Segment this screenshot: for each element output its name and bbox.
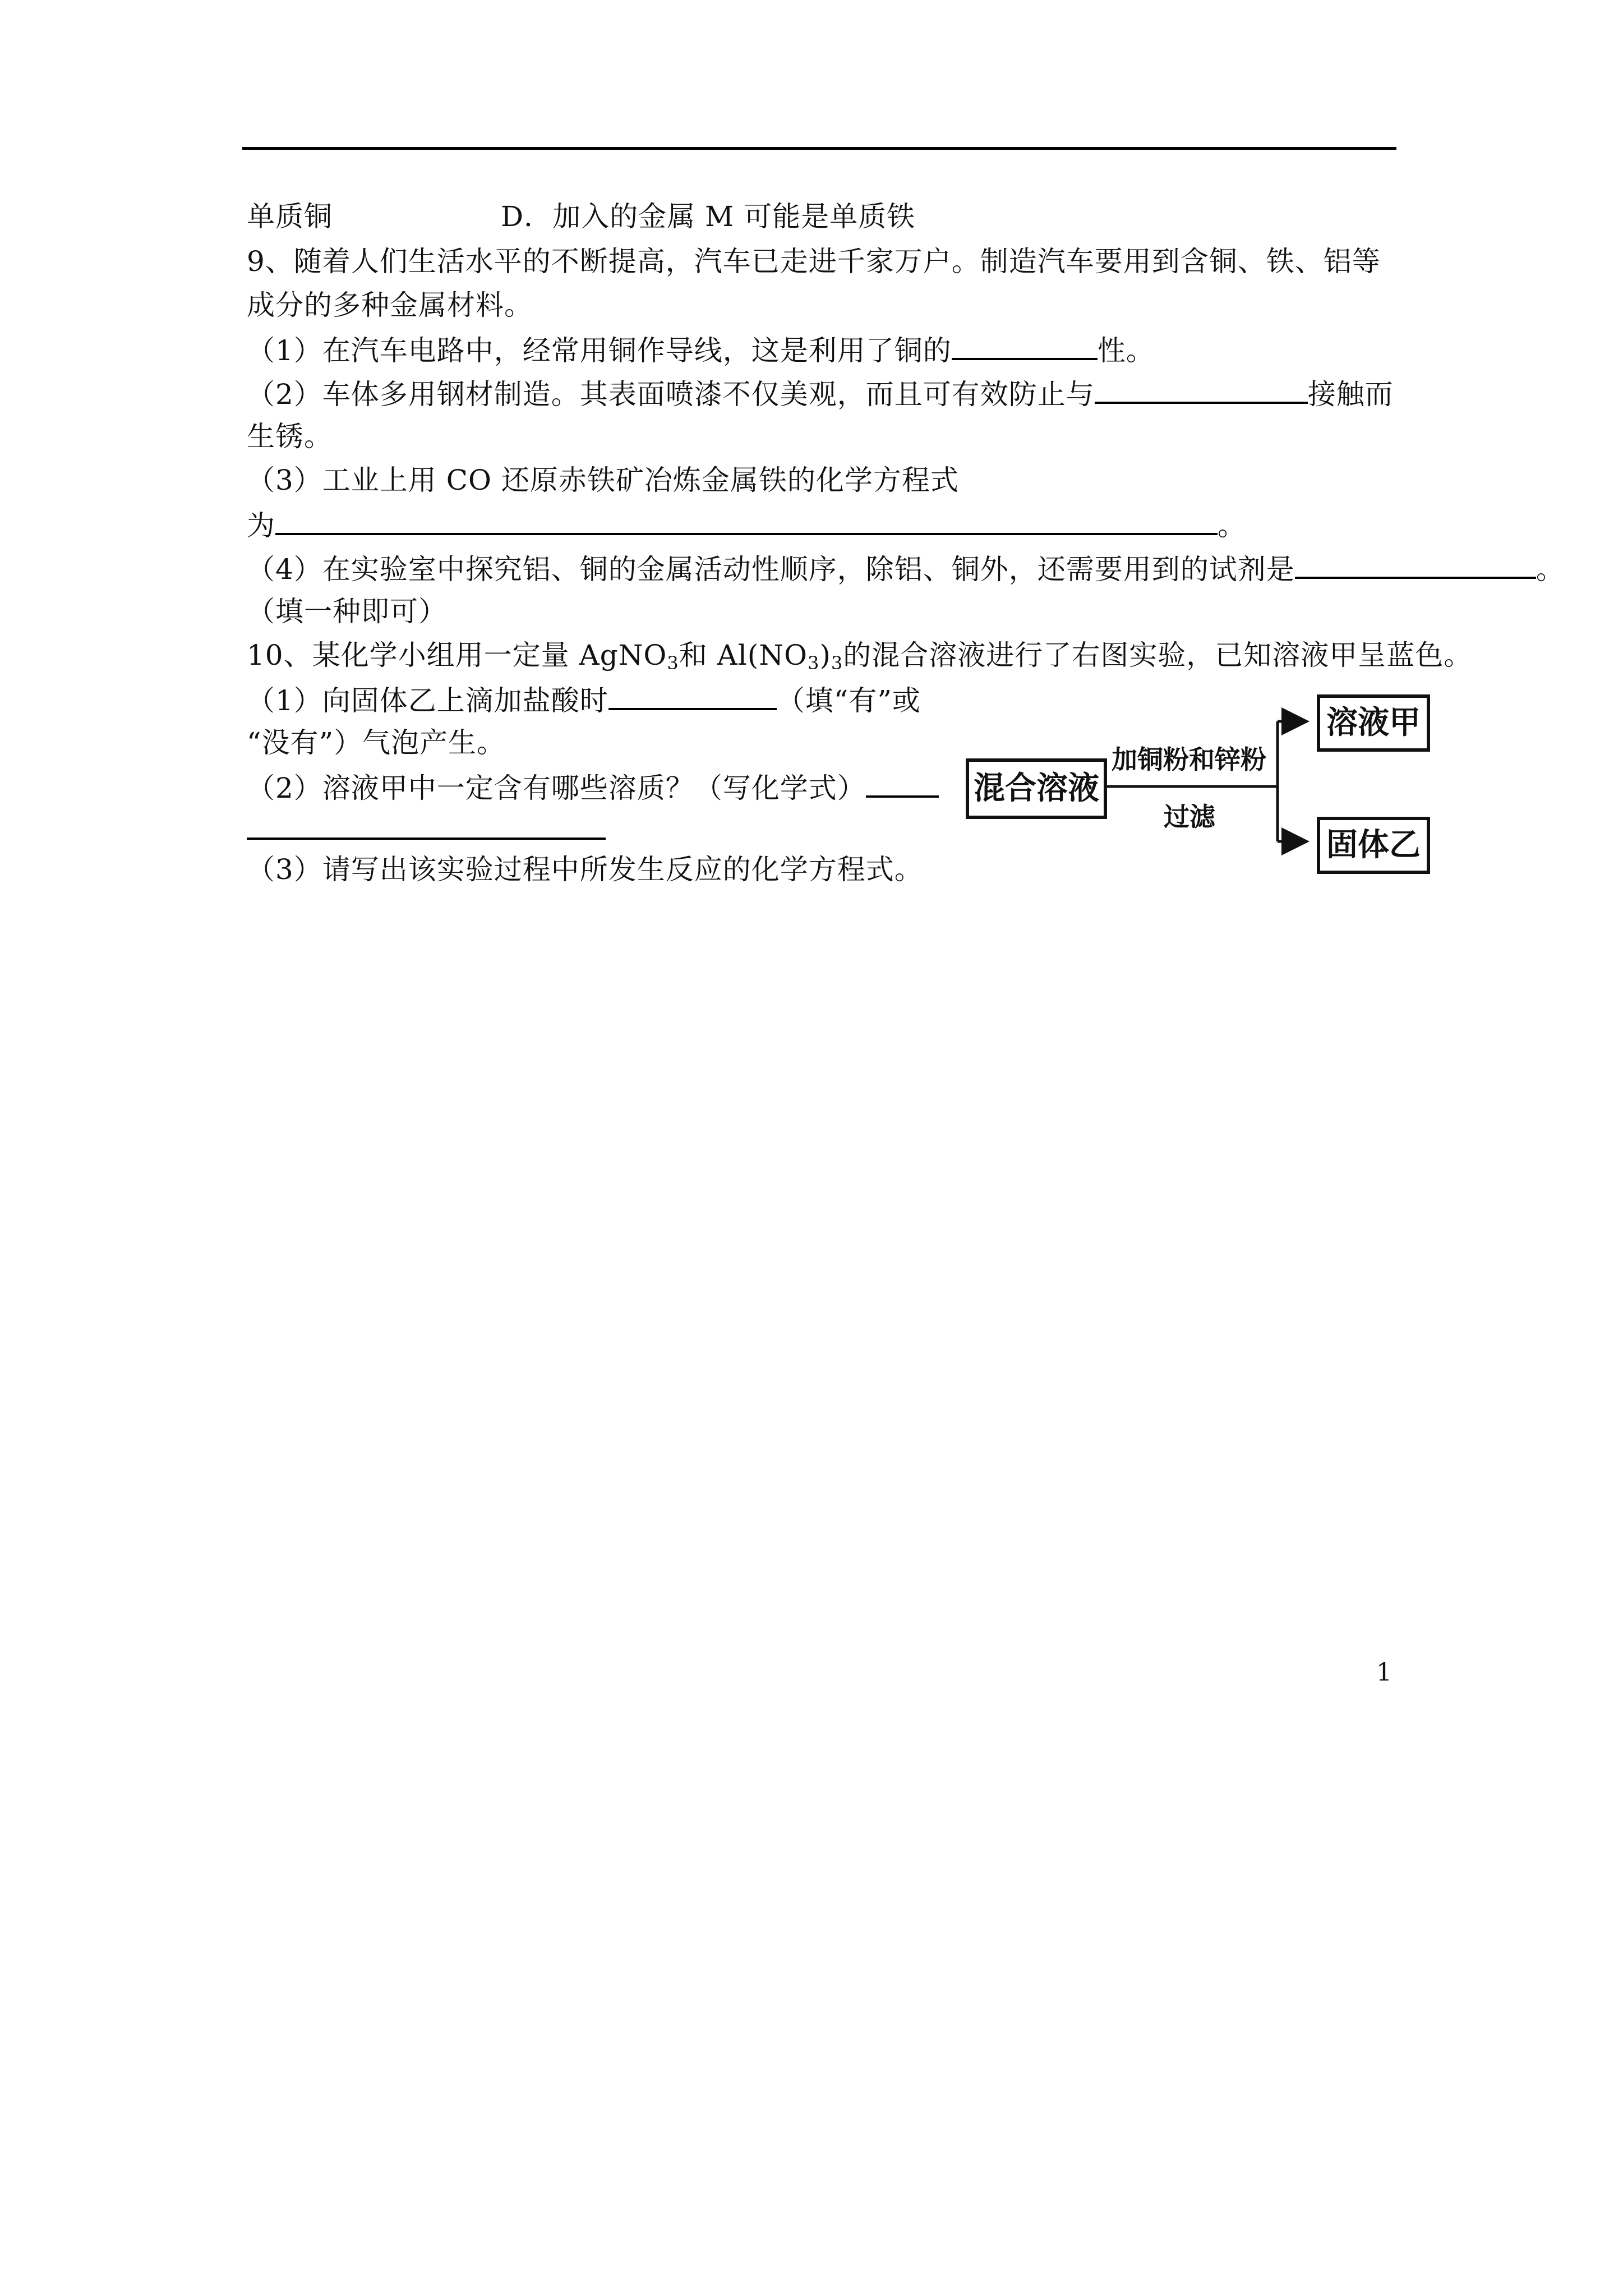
option-c-tail: 单质铜 xyxy=(247,200,333,233)
q10-part1-tail: （填“有”或 xyxy=(776,684,921,717)
q9-intro-line2: 成分的多种金属材料。 xyxy=(247,289,533,321)
answer-blank[interactable] xyxy=(1095,376,1308,404)
q10-intro xyxy=(247,638,1472,672)
q10-part2-text: （2）溶液甲中一定含有哪些溶质？（写化学式） xyxy=(247,772,866,804)
mixed-solution-box: 混合溶液 xyxy=(966,758,1107,819)
q10-part1-line2: “没有”）气泡产生。 xyxy=(247,726,506,759)
subscript: 3 xyxy=(831,652,843,674)
q9-part2-tail: 接触而 xyxy=(1307,378,1394,411)
answer-blank[interactable] xyxy=(608,682,777,710)
q10-part1-text: （1）向固体乙上滴加盐酸时 xyxy=(247,684,608,717)
q9-part3-line1: （3）工业上用 CO 还原赤铁矿冶炼金属铁的化学方程式 xyxy=(247,464,959,496)
answer-blank[interactable] xyxy=(275,507,1218,535)
q10-text-d: 的混合溶液进行了右图实验，已知溶液甲呈蓝色。 xyxy=(843,639,1473,671)
q9-part1-tail: 性。 xyxy=(1097,334,1155,367)
q9-part4-tail: 。 xyxy=(1536,553,1565,586)
answer-blank[interactable] xyxy=(952,332,1098,360)
solid-yi-box: 固体乙 xyxy=(1317,817,1430,874)
header-rule xyxy=(242,147,1396,150)
q10-part2-line2 xyxy=(247,813,606,847)
page-number: 1 xyxy=(1376,1658,1392,1687)
subscript: 3 xyxy=(667,652,679,674)
q10-text-a: 10、某化学小组用一定量 AgNO xyxy=(247,639,667,671)
q9-part2-line2: 生锈。 xyxy=(247,420,333,453)
option-d: D．加入的金属 M 可能是单质铁 xyxy=(501,200,916,233)
q9-part4 xyxy=(247,551,1565,586)
q10-part1 xyxy=(247,682,921,717)
reagent-label: 加铜粉和锌粉 xyxy=(1112,744,1266,775)
q9-part3-line2 xyxy=(247,507,1246,542)
q9-part2-text: （2）车体多用钢材制造。其表面喷漆不仅美观，而且可有效防止与 xyxy=(247,378,1095,411)
subscript: 3 xyxy=(807,652,820,674)
q9-intro-line1: 9、随着人们生活水平的不断提高，汽车已走进千家万户。制造汽车要用到含铜、铁、铝等 xyxy=(247,245,1381,278)
q10-part2 xyxy=(247,770,939,805)
q10-text-b: 和 Al(NO xyxy=(679,639,808,671)
q10-part3: （3）请写出该实验过程中所发生反应的化学方程式。 xyxy=(247,853,923,886)
answer-blank[interactable] xyxy=(866,770,939,798)
q9-part4-line2: （填一种即可） xyxy=(247,595,447,628)
answer-blank[interactable] xyxy=(247,825,606,840)
q10-text-c: ) xyxy=(819,639,831,671)
experiment-flow-diagram xyxy=(965,690,1430,914)
q9-part3-prefix: 为 xyxy=(247,509,275,542)
q9-part3-tail: 。 xyxy=(1218,509,1246,542)
filter-label: 过滤 xyxy=(1164,802,1215,832)
q9-part4-text: （4）在实验室中探究铝、铜的金属活动性顺序，除铝、铜外，还需要用到的试剂是 xyxy=(247,553,1295,586)
q9-part1-text: （1）在汽车电路中，经常用铜作导线，这是利用了铜的 xyxy=(247,334,952,367)
solution-jia-box: 溶液甲 xyxy=(1317,694,1430,752)
q9-part1 xyxy=(247,332,1155,367)
answer-blank[interactable] xyxy=(1295,551,1536,579)
q9-part2 xyxy=(247,376,1394,411)
line-option-d xyxy=(247,200,915,233)
